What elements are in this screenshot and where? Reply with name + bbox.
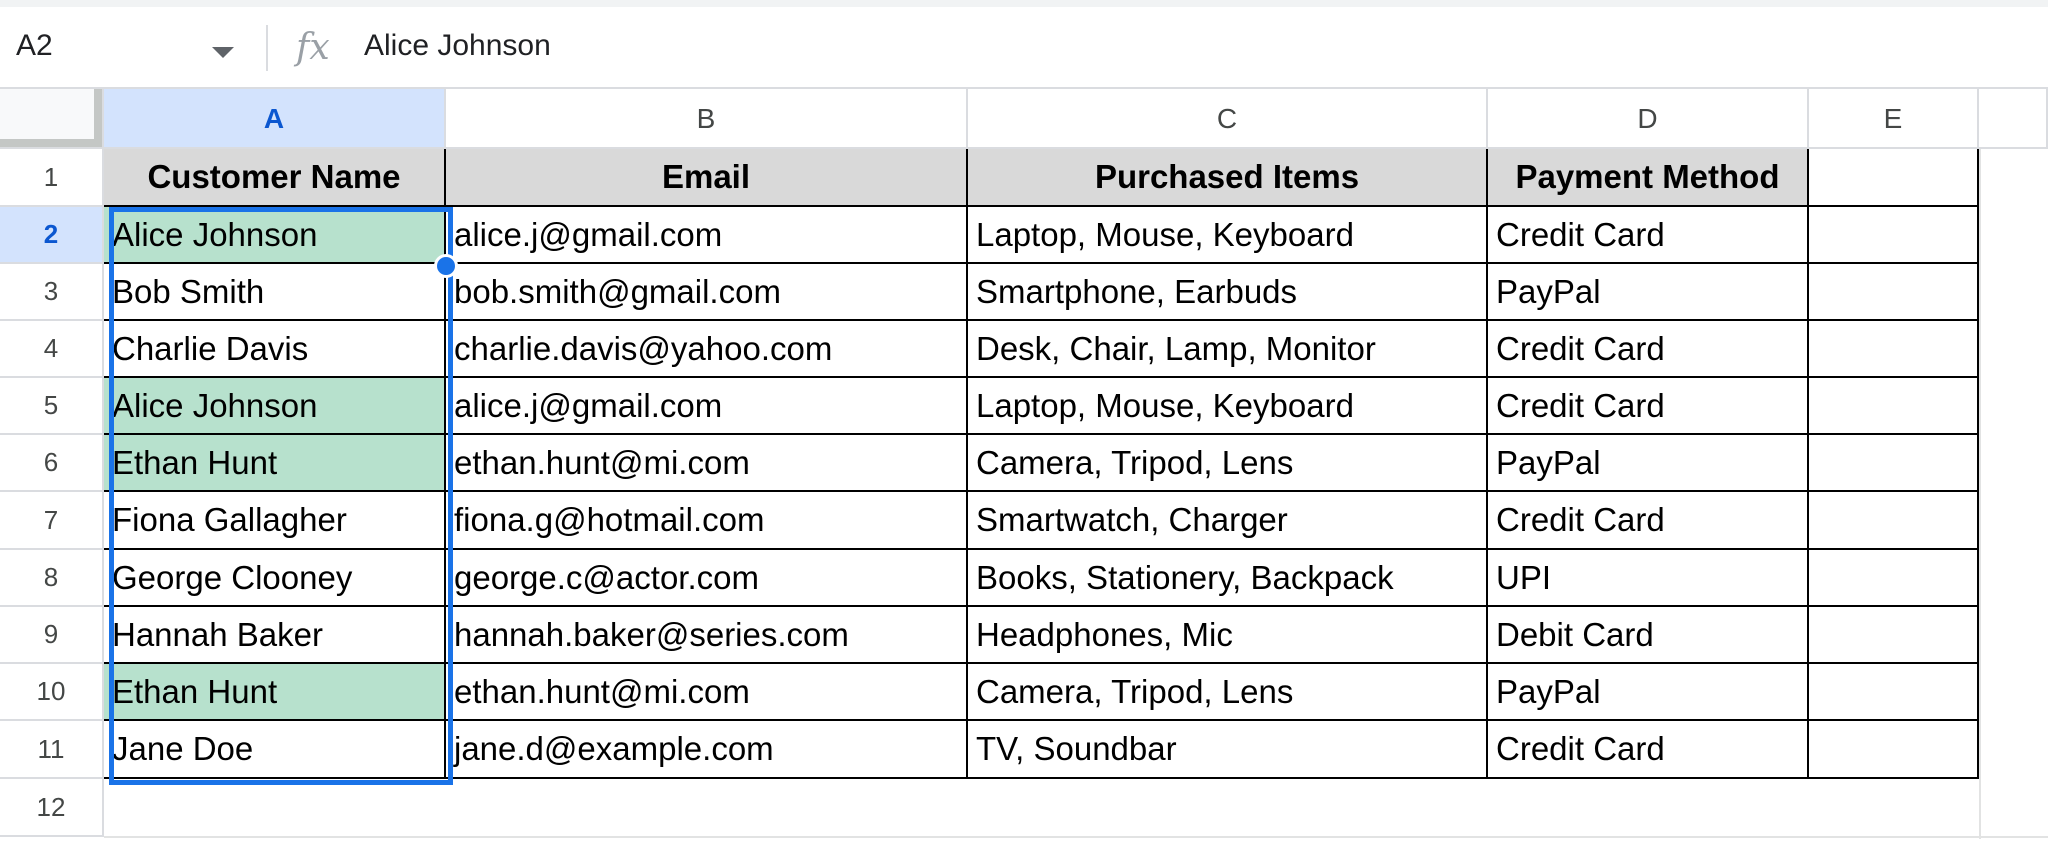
table-cell[interactable]: Laptop, Mouse, Keyboard bbox=[968, 378, 1488, 435]
row-header-3[interactable]: 3 bbox=[0, 264, 104, 321]
table-cell[interactable]: alice.j@gmail.com bbox=[446, 378, 968, 435]
column-header-a[interactable]: A bbox=[104, 89, 446, 149]
table-cell[interactable]: George Clooney bbox=[104, 550, 446, 607]
select-all-corner[interactable] bbox=[0, 89, 104, 149]
table-cell[interactable]: UPI bbox=[1488, 550, 1809, 607]
table-cell[interactable]: Credit Card bbox=[1488, 721, 1809, 779]
table-cell[interactable]: jane.d@example.com bbox=[446, 721, 968, 779]
table-cell[interactable]: Charlie Davis bbox=[104, 321, 446, 378]
table-cell[interactable]: TV, Soundbar bbox=[968, 721, 1488, 779]
name-box[interactable]: A2 bbox=[16, 29, 53, 62]
table-cell[interactable] bbox=[1809, 721, 1979, 779]
table-cell[interactable]: Credit Card bbox=[1488, 321, 1809, 378]
table-cell[interactable]: Ethan Hunt bbox=[104, 664, 446, 721]
table-cell[interactable]: Hannah Baker bbox=[104, 607, 446, 664]
table-cell[interactable]: Jane Doe bbox=[104, 721, 446, 779]
formula-input[interactable]: Alice Johnson bbox=[364, 29, 551, 62]
row-header-6[interactable]: 6 bbox=[0, 435, 104, 492]
table-cell[interactable]: Smartwatch, Charger bbox=[968, 492, 1488, 550]
formula-bar-divider bbox=[266, 25, 268, 71]
table-cell[interactable] bbox=[1809, 492, 1979, 550]
row-header-7[interactable]: 7 bbox=[0, 492, 104, 550]
formula-bar bbox=[0, 7, 2048, 89]
table-cell[interactable]: fiona.g@hotmail.com bbox=[446, 492, 968, 550]
column-header-c[interactable]: C bbox=[968, 89, 1488, 149]
empty-cell[interactable] bbox=[1809, 149, 1979, 207]
table-cell[interactable]: Bob Smith bbox=[104, 264, 446, 321]
row-freeze-handle[interactable] bbox=[0, 139, 96, 147]
row-header-8[interactable]: 8 bbox=[0, 550, 104, 607]
fx-icon: fx bbox=[296, 27, 330, 68]
table-cell[interactable]: bob.smith@gmail.com bbox=[446, 264, 968, 321]
row-header-9[interactable]: 9 bbox=[0, 607, 104, 664]
table-cell[interactable]: Camera, Tripod, Lens bbox=[968, 664, 1488, 721]
table-cell[interactable]: Debit Card bbox=[1488, 607, 1809, 664]
header-cell[interactable]: Purchased Items bbox=[968, 149, 1488, 207]
table-cell[interactable]: PayPal bbox=[1488, 664, 1809, 721]
column-header-b[interactable]: B bbox=[446, 89, 968, 149]
table-cell[interactable]: PayPal bbox=[1488, 435, 1809, 492]
table-cell[interactable]: Camera, Tripod, Lens bbox=[968, 435, 1488, 492]
gridline-row-12 bbox=[104, 836, 2048, 838]
row-header-2[interactable]: 2 bbox=[0, 207, 104, 264]
table-cell[interactable]: PayPal bbox=[1488, 264, 1809, 321]
table-cell[interactable]: Desk, Chair, Lamp, Monitor bbox=[968, 321, 1488, 378]
table-cell[interactable] bbox=[1809, 207, 1979, 264]
name-box-dropdown-icon[interactable] bbox=[212, 47, 234, 58]
row-header-10[interactable]: 10 bbox=[0, 664, 104, 721]
header-cell[interactable]: Payment Method bbox=[1488, 149, 1809, 207]
table-cell[interactable]: Alice Johnson bbox=[104, 207, 446, 264]
table-cell[interactable]: Fiona Gallagher bbox=[104, 492, 446, 550]
table-cell[interactable]: hannah.baker@series.com bbox=[446, 607, 968, 664]
column-header-overflow[interactable] bbox=[1979, 89, 2048, 149]
row-header-5[interactable]: 5 bbox=[0, 378, 104, 435]
table-cell[interactable]: ethan.hunt@mi.com bbox=[446, 664, 968, 721]
table-cell[interactable]: alice.j@gmail.com bbox=[446, 207, 968, 264]
table-cell[interactable]: george.c@actor.com bbox=[446, 550, 968, 607]
table-cell[interactable]: Credit Card bbox=[1488, 378, 1809, 435]
table-cell[interactable] bbox=[1809, 264, 1979, 321]
table-cell[interactable] bbox=[1809, 435, 1979, 492]
column-header-e[interactable]: E bbox=[1809, 89, 1979, 149]
table-cell[interactable] bbox=[1809, 607, 1979, 664]
header-cell[interactable]: Email bbox=[446, 149, 968, 207]
table-cell[interactable] bbox=[1809, 664, 1979, 721]
table-cell[interactable]: Credit Card bbox=[1488, 492, 1809, 550]
gridline-col-f bbox=[1979, 149, 1981, 839]
top-strip bbox=[0, 0, 2048, 7]
header-cell[interactable]: Customer Name bbox=[104, 149, 446, 207]
table-cell[interactable]: Credit Card bbox=[1488, 207, 1809, 264]
row-header-12[interactable]: 12 bbox=[0, 779, 104, 837]
table-cell[interactable]: ethan.hunt@mi.com bbox=[446, 435, 968, 492]
table-cell[interactable]: Headphones, Mic bbox=[968, 607, 1488, 664]
row-header-1[interactable]: 1 bbox=[0, 149, 104, 207]
row-header-11[interactable]: 11 bbox=[0, 721, 104, 779]
table-cell[interactable] bbox=[1809, 321, 1979, 378]
table-cell[interactable]: Alice Johnson bbox=[104, 378, 446, 435]
fill-handle[interactable] bbox=[434, 254, 458, 278]
table-cell[interactable]: Laptop, Mouse, Keyboard bbox=[968, 207, 1488, 264]
table-cell[interactable] bbox=[1809, 550, 1979, 607]
column-header-d[interactable]: D bbox=[1488, 89, 1809, 149]
table-cell[interactable]: Books, Stationery, Backpack bbox=[968, 550, 1488, 607]
row-header-4[interactable]: 4 bbox=[0, 321, 104, 378]
table-cell[interactable]: Smartphone, Earbuds bbox=[968, 264, 1488, 321]
table-cell[interactable] bbox=[1809, 378, 1979, 435]
table-cell[interactable]: Ethan Hunt bbox=[104, 435, 446, 492]
table-cell[interactable]: charlie.davis@yahoo.com bbox=[446, 321, 968, 378]
